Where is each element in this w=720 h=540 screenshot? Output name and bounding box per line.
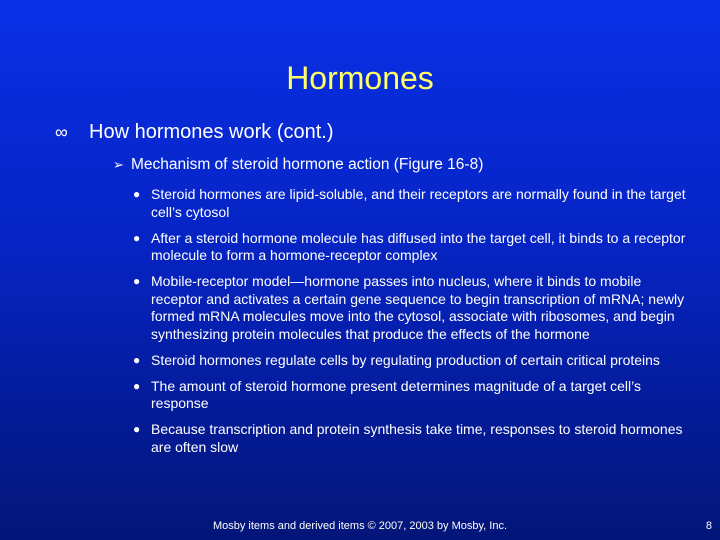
dot-bullet-icon: ●: [133, 422, 141, 436]
subheading-text: Mechanism of steroid hormone action (Figure 16-8): [131, 156, 484, 173]
dot-bullet-icon: ●: [133, 378, 141, 393]
heading-row: [55, 121, 334, 144]
list-item-text: Because transcription and protein synthesis take time, responses to steroid hormones are often slow: [151, 421, 683, 455]
list-item: [133, 230, 693, 265]
list-item-text: Steroid hormones regulate cells by regulating production of certain critical proteins: [151, 351, 660, 368]
list-item-text: Steroid hormones are lipid-soluble, and their receptors are normally found in the target cell’s cytosol: [151, 186, 686, 220]
list-item: [133, 378, 693, 413]
list-item: [133, 273, 693, 343]
heading-text: How hormones work (cont.): [89, 121, 334, 143]
subheading-row: [113, 156, 483, 174]
list-item: [133, 186, 693, 221]
dot-bullet-icon: ●: [133, 274, 141, 288]
list-item: [133, 421, 693, 456]
infinity-bullet-icon: ∞: [55, 122, 68, 142]
copyright-footer: Mosby items and derived items © 2007, 2003 by Mosby, Inc.: [212, 520, 508, 532]
dot-bullet-icon: ●: [133, 230, 141, 245]
list-item-text: The amount of steroid hormone present determines magnitude of a target cell’s response: [151, 377, 642, 411]
dot-bullet-icon: ●: [133, 352, 141, 367]
arrowhead-bullet-icon: ➢: [113, 157, 124, 172]
dot-bullet-icon: ●: [133, 187, 141, 201]
bullet-list: [133, 186, 693, 465]
list-item-text: After a steroid hormone molecule has diffused into the target cell, it binds to a receptor molecule to form a hormone-receptor complex: [151, 229, 686, 263]
list-item-text: Mobile-receptor model—hormone passes into nucleus, where it binds to mobile receptor and activates a certain gene sequence to begin transcription of mRNA; newly formed mRNA molecules move into the cytosol, associate with ribosomes, and begin synthesizing protein molecules that produce the effects of the hormone: [151, 273, 685, 342]
slide-title: Hormones: [286, 60, 434, 96]
page-number: 8: [705, 520, 712, 532]
list-item: [133, 352, 693, 370]
